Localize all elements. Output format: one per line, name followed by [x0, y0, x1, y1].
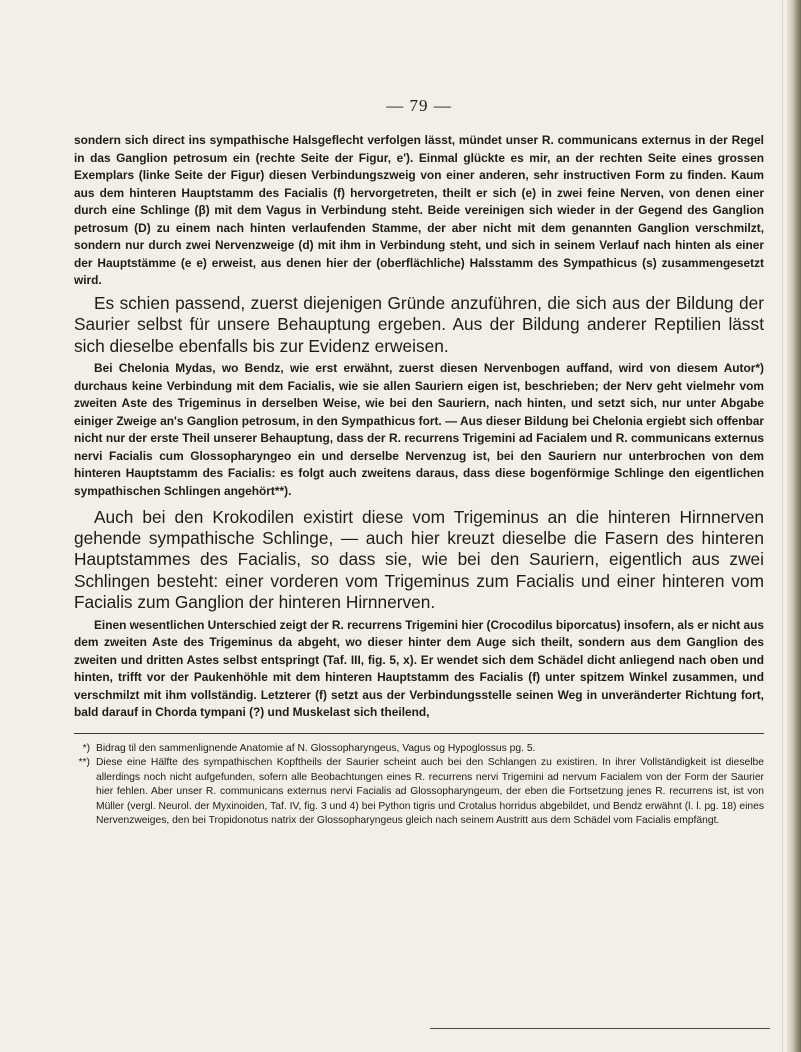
paragraph-crocodilus: Einen wesentlichen Unterschied zeigt der R. recurrens Trigemini hier (Crocodilus biporcatus) insofern, als er nicht aus dem zweiten Aste des Trigeminus da abgeht, wo dieser hinter dem Auge sich theilt, sondern aus dem Ganglion des zweiten und dritten Astes selbst entspringt (Taf. III, fig. 5, x). Er wendet sich dem Schädel dicht anliegend nach oben und hinten, trifft vor der Paukenhöhle mit dem hinteren Hauptstamm des Facialis (f) unter spitzem Winkel zusammen, und verschmilzt mit ihm vollständig. Letzterer (f) setzt aus der Verbindungsstelle seinen Weg in unveränderter Richtung fort, bald darauf in Chorda tympani (?) und Muskelast sich theilend,: [74, 617, 764, 720]
footnote-marker: **): [78, 757, 90, 769]
footnote-rule: [74, 733, 764, 734]
page-number: — 79 —: [386, 96, 452, 115]
footnote-2: [74, 756, 764, 829]
paragraph-thesis: Es schien passend, zuerst diejenigen Gründe anzuführen, die sich aus der Bildung der Saurier selbst für unsere Behauptung ergeben. Aus der Bildung anderer Reptilien lässt sich dieselbe ebenfalls bis zur Evidenz erweisen.: [74, 292, 764, 356]
footnote-text: Diese eine Hälfte des sympathischen Kopftheils der Saurier scheint auch bei den Schlangen zu existiren. In ihrer Vollständigkeit ist dieselbe allerdings noch nicht aufgefunden, sofern alle Beobachtungen eines R. recurrens nervi Trigemini ad nervum Facialem von der Form der Saurier hier fehlen. Aber unser R. communicans externus nervi Facialis ad Glossopharyngeum, der eben die Fortsetzung jenes R. recurrens ist, ist von Müller (vergl. Neurol. der Myxinoiden, Taf. IV, fig. 3 und 4) bei Python tigris und Crotalus horridus abgebildet, und Bendz erwähnt (l. l. pg. 18) eines Nervenzweiges, den bei Tropidonotus natrix der Glossopharyngeus gleich nach seinem Austritt aus dem Schädel vom Facialis empfängt.: [96, 757, 764, 827]
paragraph-continuation: sondern sich direct ins sympathische Halsgeflecht verfolgen lässt, mündet unser R. communicans externus in der Regel in das Ganglion petrosum ein (rechte Seite der Figur, e'). Einmal glückte es mir, an der rechten Seite eines grossen Exemplars (linke Seite der Figur) diesen Verbindungszweig von einer anderen, sehr instructiven Form zu finden. Kaum aus dem hinteren Hauptstamm des Facialis (f) hervorgetreten, theilt er sich (e) in zwei feine Nerven, von denen einer durch eine Schlinge (β) mit dem Vagus in Verbindung steht. Beide vereinigen sich wieder in der Gegend des Ganglion petrosum (D) zu einem nach hinten verlaufenden Stamme, der aber nicht mit dem genannten Ganglion verschmilzt, sondern nur durch zwei Nervenzweige (d) mit ihm in Verbindung steht, und sich in seinem Verlauf nach hinten als einer der Hauptstämme (e e) erweist, aus denen hier der (oberflächliche) Halsstamm des Sympathicus (s) zusammengesetzt wird.: [74, 133, 764, 288]
paragraph-chelonia: Bei Chelonia Mydas, wo Bendz, wie erst erwähnt, zuerst diesen Nervenbogen auffand, wird von diesem Autor*) durchaus keine Verbindung mit dem Facialis, wie sie allen Sauriern eigen ist, beschrieben; der Nerv geht vielmehr vom zweiten Aste des Trigeminus in derselben Weise, wie bei den Sauriern, nach hinten, und setzt sich, nur unter Abgabe einiger Zweige an's Ganglion petrosum, in den Sympathicus fort. — Aus dieser Bildung bei Chelonia ergiebt sich offenbar nicht nur der erste Theil unserer Behauptung, dass der R. recurrens Trigemini ad Facialem und R. communicans externus nervi Facialis cum Glossopharyngeo ein und derselbe Nervenzug ist, bei den Sauriern nur unterbrochen von dem hinteren Hauptstamm des Facialis: es folgt auch zweitens daraus, dass diese bogenförmige Schlinge den eigentlichen sympathischen Schlingen angehört**).: [74, 361, 764, 498]
footnote-marker: *): [82, 742, 90, 754]
footnote-text: Bidrag til den sammenlignende Anatomie af N. Glossopharyngeus, Vagus og Hypoglossus pg. 5.: [96, 742, 536, 754]
page-gutter-line: [782, 0, 783, 1052]
paragraph-crocodiles: Auch bei den Krokodilen existirt diese vom Trigeminus an die hinteren Hirnnerven gehende sympathische Schlinge, — auch hier kreuzt dieselbe die Fasern des hinteren Hauptstammes des Facialis, so dass sie, wie bei den Sauriern, eigentlich aus zwei Schlingen besteht: einer vorderen vom Trigeminus zum Facialis und einer hinteren vom Facialis zum Ganglion der hinteren Hirnnerven.: [74, 506, 764, 613]
footnote-1: [74, 742, 764, 757]
document-page: [74, 96, 764, 829]
bottom-edge-line: [430, 1028, 770, 1029]
footnotes: [74, 742, 764, 829]
page-edge-shadow: [787, 0, 801, 1052]
